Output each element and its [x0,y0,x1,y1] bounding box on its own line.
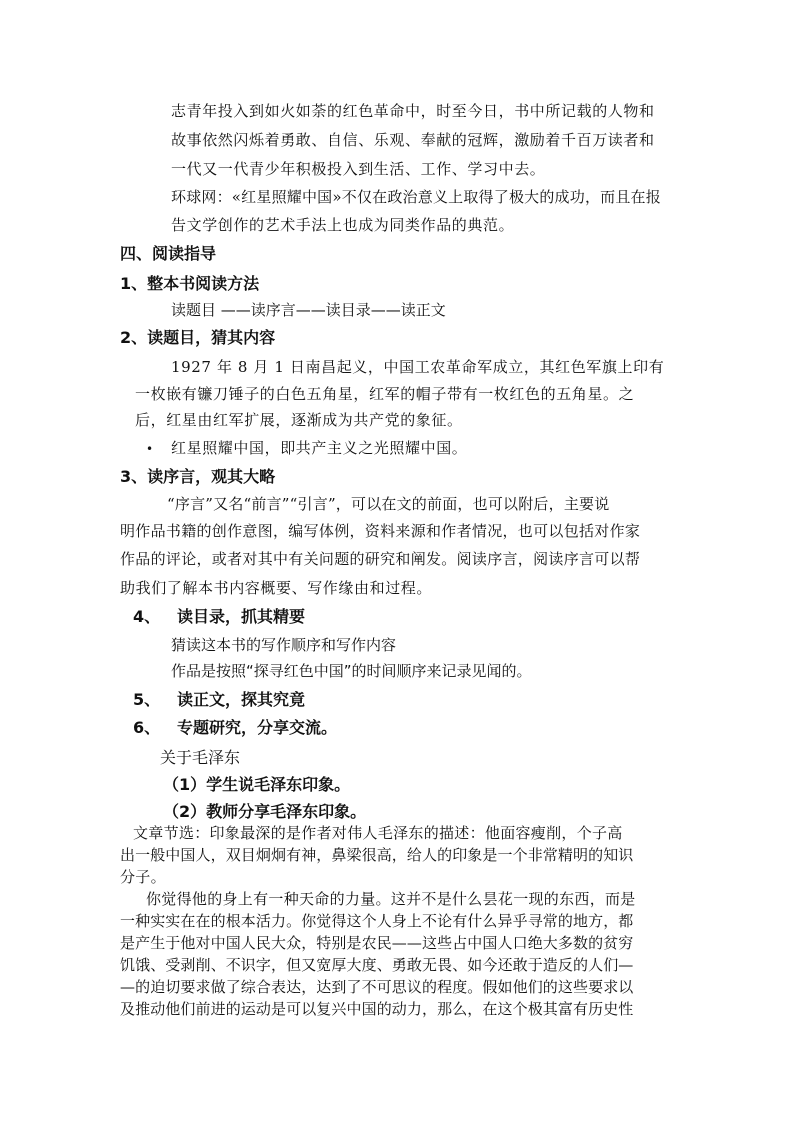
section-title: 四、阅读指导 [120,244,217,263]
subsection-6-number: 6、 [133,718,161,737]
topic-title: 关于毛泽东 [160,748,241,767]
subsection-3-heading: 3、读序言，观其大略 [120,467,276,486]
s3-line-2: 明作品书籍的创作意图，编写体例，资料来源和作者情况，也可以包括对作家 [120,522,641,540]
excerpt-line-6: 是产生于他对中国人民大众，特别是农民——这些占中国人口绝大多数的贫穷 [120,934,634,952]
excerpt-line-4: 你觉得他的身上有一种天命的力量。这并不是什么昙花一现的东西，而是 [146,890,636,908]
intro-line-5: 告文学创作的艺术手法上也成为同类作品的典范。 [171,216,515,234]
excerpt-line-2: 出一般中国人，双目炯炯有神，鼻梁很高，给人的印象是一个非常精明的知识 [120,846,634,864]
subsection-4-heading: 读目录，抓其精要 [177,607,306,626]
intro-line-1: 志青年投入到如火如荼的红色革命中，时至今日，书中所记载的人物和 [171,102,655,120]
intro-line-2: 故事依然闪烁着勇敢、自信、乐观、奉献的冠辉，激励着千百万读者和 [171,131,655,149]
intro-line-3: 一代又一代青少年积极投入到生活、工作、学习中去。 [171,160,546,178]
intro-line-4: 环球网：«红星照耀中国»不仅在政治意义上取得了极大的成功，而且在报 [171,188,661,206]
subsection-5-heading: 读正文，探其究竟 [177,690,306,709]
subsection-5-number: 5、 [133,690,161,709]
s4-line-2: 作品是按照“探寻红色中国”的时间顺序来记录见闻的。 [171,662,532,680]
s3-line-1: “序言”又名“前言”“引言”，可以在文的前面，也可以附后，主要说 [167,495,610,513]
excerpt-line-9: 及推动他们前进的运动是可以复兴中国的动力，那么，在这个极其富有历史性 [120,1000,634,1018]
s3-line-4: 助我们了解本书内容概要、写作缘由和过程。 [120,579,433,597]
s2-line-3: 后，红星由红军扩展，逐渐成为共产党的象征。 [135,411,463,429]
excerpt-line-7: 饥饿、受剥削、不识字，但又宽厚大度、勇敢无畏、如今还敢于造反的人们— [120,956,634,974]
bullet-icon: • [146,442,154,456]
excerpt-line-1: 文章节选：印象最深的是作者对伟人毛泽东的描述：他面容瘦削，个子高 [133,824,623,842]
s4-line-1: 猜读这本书的写作顺序和写作内容 [171,636,397,654]
s2-line-2: 一枚嵌有镰刀锤子的白色五角星，红军的帽子带有一枚红色的五角星。之 [135,385,635,403]
excerpt-line-8: —的迫切要求做了综合表达，达到了不可思议的程度。假如他们的这些要求以 [120,978,634,996]
excerpt-line-5: 一种实实在在的根本活力。你觉得这个人身上不论有什么异乎寻常的地方，都 [120,912,634,930]
reading-method-text: 读题目 ——读序言——读目录——读正文 [171,301,446,319]
subsection-1-heading: 1、整本书阅读方法 [120,274,260,293]
subsection-2-heading: 2、读题目，猜其内容 [120,328,276,347]
point-1: （1）学生说毛泽东印象。 [163,775,351,794]
point-2: （2）教师分享毛泽东印象。 [163,802,367,821]
subsection-6-heading: 专题研究，分享交流。 [177,718,338,737]
s3-line-3: 作品的评论，或者对其中有关问题的研究和阐发。阅读序言，阅读序言可以帮 [120,550,641,568]
subsection-4-number: 4、 [133,607,161,626]
excerpt-line-3: 分子。 [120,868,166,886]
s2-bullet-text: 红星照耀中国，即共产主义之光照耀中国。 [171,439,468,457]
s2-line-1: 1927 年 8 月 1 日南昌起义，中国工农革命军成立，其红色军旗上印有 [171,358,665,376]
